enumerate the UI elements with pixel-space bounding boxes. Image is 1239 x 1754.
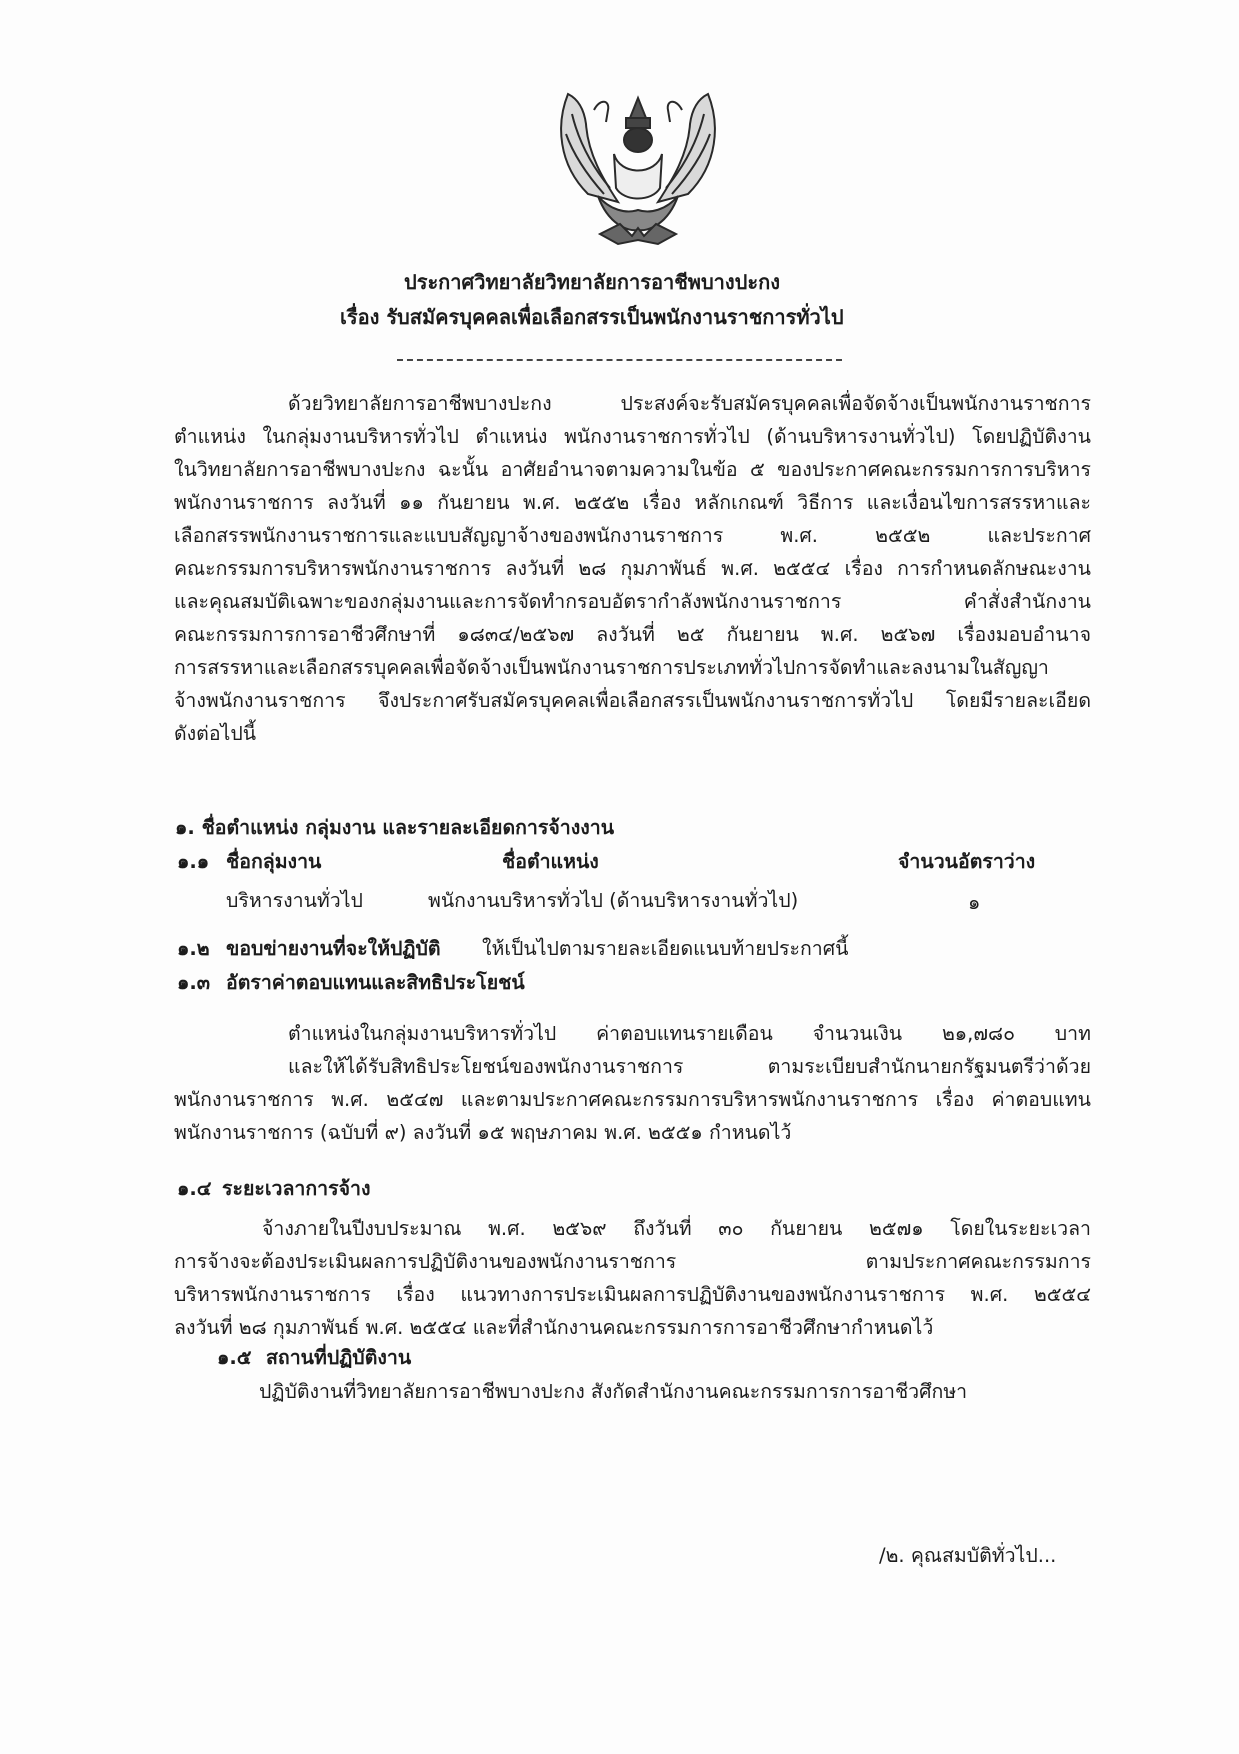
- column-header-group: ชื่อกลุ่มงาน: [226, 850, 322, 873]
- table-cell-group: บริหารงานทั่วไป: [226, 889, 363, 912]
- intro-line: และคุณสมบัติเฉพาะของกลุ่มงานและการจัดทำกรอบอัตรากำลังพนักงานราชการ คำสั่งสำนักงาน: [174, 590, 1091, 613]
- intro-line: คณะกรรมการการอาชีวศึกษาที่ ๑๘๓๔/๒๕๖๗ ลงวันที่ ๒๕ กันยายน พ.ศ. ๒๕๖๗ เรื่องมอบอำนาจ: [174, 623, 1091, 646]
- section-1-3-line: และให้ได้รับสิทธิประโยชน์ของพนักงานราชการ ตามระเบียบสำนักนายกรัฐมนตรีว่าด้วย: [288, 1055, 1091, 1078]
- page-continuation: /๒. คุณสมบัติทั่วไป...: [879, 1544, 1057, 1567]
- column-header-position: ชื่อตำแหน่ง: [502, 850, 599, 873]
- section-1-4-number: ๑.๔: [177, 1177, 212, 1200]
- section-1-5-number: ๑.๕: [217, 1346, 252, 1369]
- section-1-2-number: ๑.๒: [177, 937, 210, 960]
- intro-line: ตำแหน่ง ในกลุ่มงานบริหารทั่วไป ตำแหน่ง พนักงานราชการทั่วไป (ด้านบริหารงานทั่วไป) โดยปฏิบัติงาน: [174, 425, 1091, 448]
- table-cell-position: พนักงานบริหารทั่วไป (ด้านบริหารงานทั่วไป): [428, 889, 799, 912]
- intro-line: จ้างพนักงานราชการ จึงประกาศรับสมัครบุคคลเพื่อเลือกสรรเป็นพนักงานราชการทั่วไป โดยมีรายละเอียด: [174, 689, 1091, 712]
- section-1-3-line: พนักงานราชการ พ.ศ. ๒๕๔๗ และตามประกาศคณะกรรมการบริหารพนักงานราชการ เรื่อง ค่าตอบแทน: [174, 1088, 1091, 1111]
- intro-line: พนักงานราชการ ลงวันที่ ๑๑ กันยายน พ.ศ. ๒๕๕๒ เรื่อง หลักเกณฑ์ วิธีการ และเงื่อนไขการสรรหาและ: [174, 491, 1091, 514]
- garuda-emblem-icon: [548, 84, 728, 252]
- section-1-1-number: ๑.๑: [177, 850, 210, 873]
- intro-line: ดังต่อไปนี้: [174, 722, 257, 745]
- section-1-4-line: บริหารพนักงานราชการ เรื่อง แนวทางการประเมินผลการปฏิบัติงานของพนักงานราชการ พ.ศ. ๒๕๕๔: [174, 1283, 1091, 1306]
- section-1-3-number: ๑.๓: [177, 971, 211, 994]
- section-1-4-line: จ้างภายในปีงบประมาณ พ.ศ. ๒๕๖๙ ถึงวันที่ ๓๐ กันยายน ๒๕๗๑ โดยในระยะเวลา: [262, 1217, 1091, 1240]
- section-1-3-line: ตำแหน่งในกลุ่มงานบริหารทั่วไป ค่าตอบแทนรายเดือน จำนวนเงิน ๒๑,๗๘๐ บาท: [288, 1022, 1091, 1045]
- announcement-subject: เรื่อง รับสมัครบุคคลเพื่อเลือกสรรเป็นพนักงานราชการทั่วไป: [340, 305, 844, 329]
- section-1-4-line: การจ้างจะต้องประเมินผลการปฏิบัติงานของพนักงานราชการ ตามประกาศคณะกรรมการ: [174, 1250, 1091, 1273]
- title-separator: [397, 359, 842, 361]
- section-1-5-heading: สถานที่ปฏิบัติงาน: [266, 1346, 412, 1369]
- section-1-3-line: พนักงานราชการ (ฉบับที่ ๙) ลงวันที่ ๑๕ พฤษภาคม พ.ศ. ๒๕๕๑ กำหนดไว้: [174, 1121, 792, 1144]
- intro-line: เลือกสรรพนักงานราชการและแบบสัญญาจ้างของพนักงานราชการ พ.ศ. ๒๕๕๒ และประกาศ: [174, 524, 1091, 547]
- intro-line: ในวิทยาลัยการอาชีพบางปะกง ฉะนั้น อาศัยอำนาจตามความในข้อ ๕ ของประกาศคณะกรรมการการบริหาร: [174, 458, 1091, 481]
- intro-line: ด้วยวิทยาลัยการอาชีพบางปะกง ประสงค์จะรับสมัครบุคคลเพื่อจัดจ้างเป็นพนักงานราชการ: [288, 392, 1091, 415]
- announcement-title: ประกาศวิทยาลัยวิทยาลัยการอาชีพบางปะกง: [404, 270, 780, 294]
- section-1-5-text: ปฏิบัติงานที่วิทยาลัยการอาชีพบางปะกง สังกัดสำนักงานคณะกรรมการการอาชีวศึกษา: [259, 1380, 968, 1403]
- intro-line: คณะกรรมการบริหารพนักงานราชการ ลงวันที่ ๒๘ กุมภาพันธ์ พ.ศ. ๒๕๕๔ เรื่อง การกำหนดลักษณะงาน: [174, 557, 1091, 580]
- table-cell-vacancies: ๑: [968, 891, 981, 914]
- column-header-vacancies: จำนวนอัตราว่าง: [898, 850, 1036, 873]
- intro-line: การสรรหาและเลือกสรรบุคคลเพื่อจัดจ้างเป็นพนักงานราชการประเภททั่วไปการจัดทำและลงนามในสัญญา: [174, 656, 1049, 679]
- section-1-2-heading: ขอบข่ายงานที่จะให้ปฏิบัติ: [226, 937, 441, 960]
- section-1-4-line: ลงวันที่ ๒๘ กุมภาพันธ์ พ.ศ. ๒๕๕๔ และที่สำนักงานคณะกรรมการการอาชีวศึกษากำหนดไว้: [174, 1316, 934, 1339]
- section-1-heading: ๑. ชื่อตำแหน่ง กลุ่มงาน และรายละเอียดการจ้างงาน: [175, 816, 615, 839]
- section-1-2-text: ให้เป็นไปตามรายละเอียดแนบท้ายประกาศนี้: [482, 937, 849, 960]
- section-1-4-heading: ระยะเวลาการจ้าง: [222, 1177, 371, 1200]
- section-1-3-heading: อัตราค่าตอบแทนและสิทธิประโยชน์: [226, 971, 525, 994]
